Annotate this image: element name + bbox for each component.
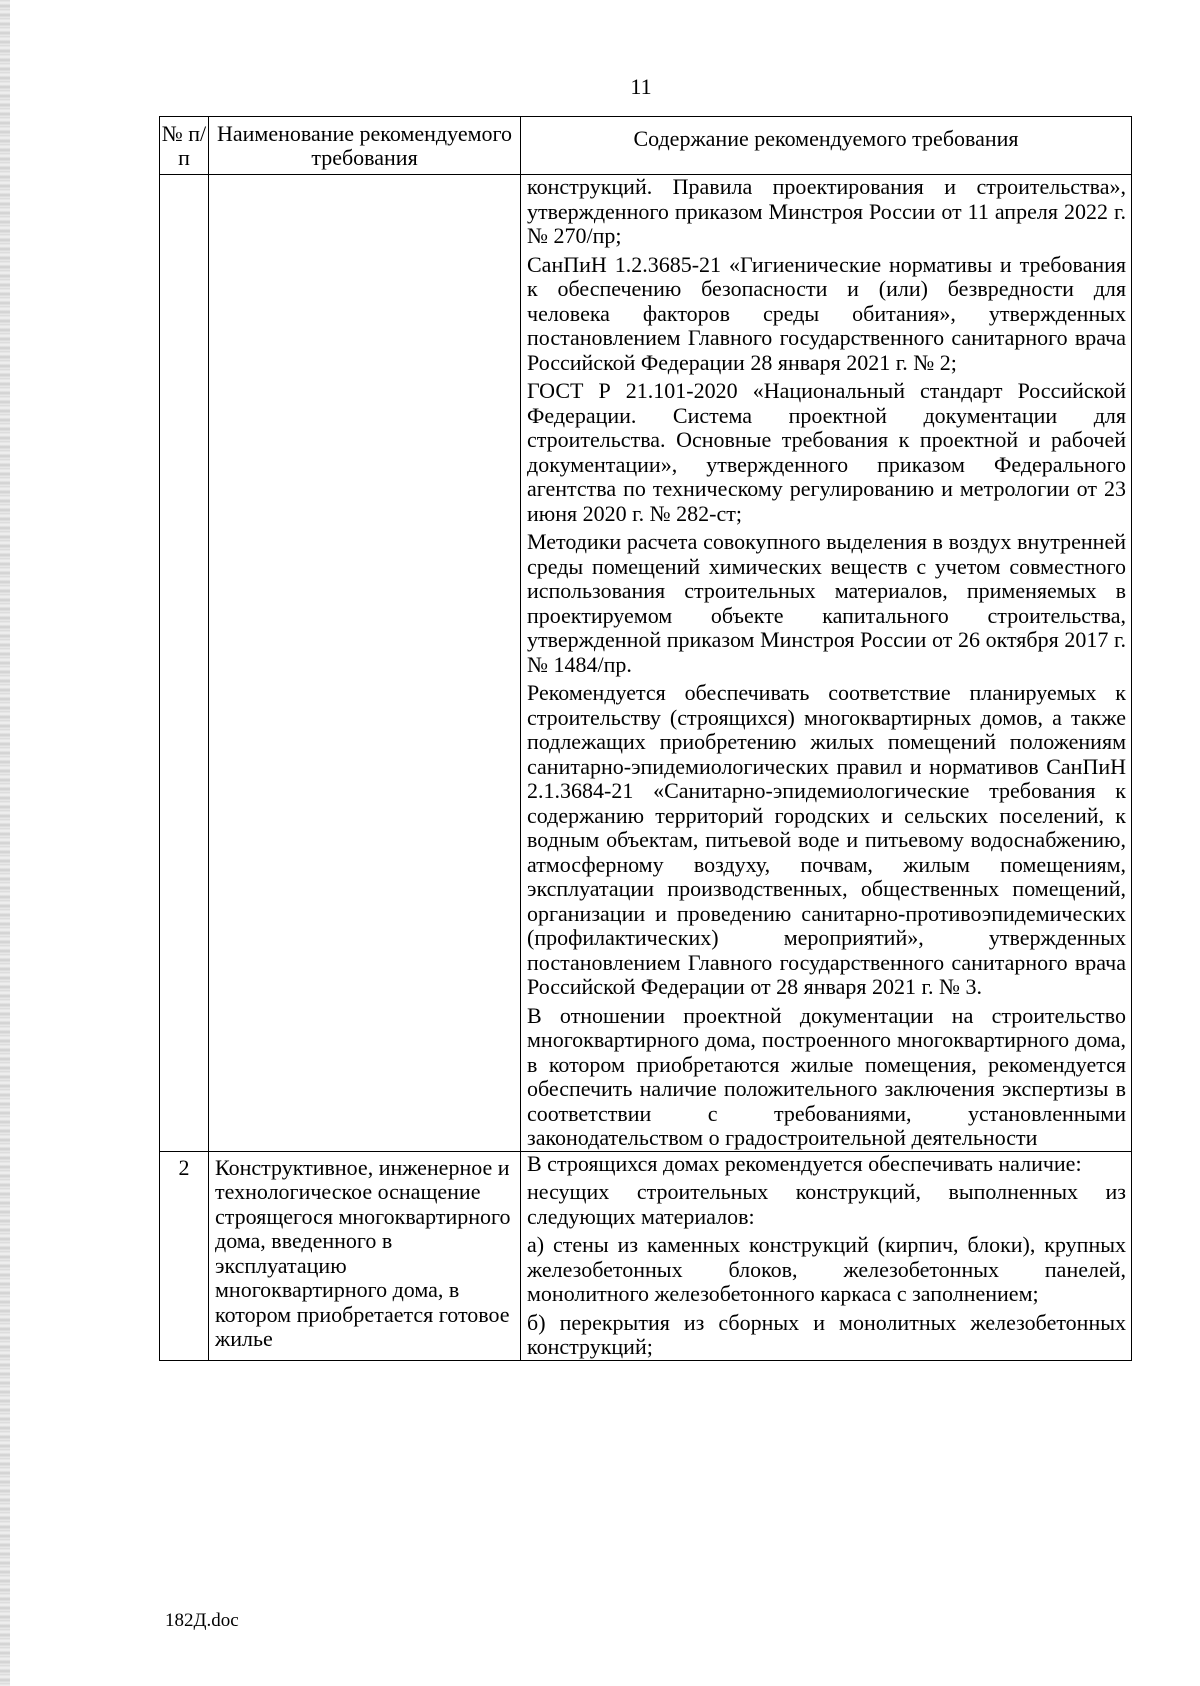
row-1-paragraph-6: В отношении проектной документации на строительство многоквартирного дома, построенного многоквартирного дома, в котором приобретаются жилые помещения, рекомендуется обеспечить наличие положительного заключения экспертизы в соответствии с требованиями, установленными законодательством о градостроительной деятельности	[527, 1002, 1126, 1150]
row-1-content	[521, 175, 1132, 1152]
row-1-paragraph-2: СанПиН 1.2.3685-21 «Гигиенические нормативы и требования к обеспечению безопасности и (или) безвредности для человека факторов среды обитания», утвержденных постановлением Главного государственного санитарного врача Российской Федерации 28 января 2021 г. № 2;	[527, 251, 1126, 375]
table-header-row	[160, 117, 1132, 175]
row-1-name	[209, 175, 521, 1152]
requirements-table	[159, 116, 1132, 1361]
table-row	[160, 1151, 1132, 1360]
row-2-name: Конструктивное, инженерное и технологическое оснащение строящегося многоквартирного дома, введенного в эксплуатацию многоквартирного дома, в котором приобретается готовое жилье	[209, 1151, 521, 1360]
table-row	[160, 175, 1132, 1152]
row-2-paragraph-3: а) стены из каменных конструкций (кирпич, блоки), крупных железобетонных блоков, железобетонных панелей, монолитного железобетонного каркаса с заполнением;	[527, 1232, 1126, 1306]
row-2-number: 2	[160, 1151, 209, 1360]
row-2-paragraph-4: б) перекрытия из сборных и монолитных железобетонных конструкций;	[527, 1309, 1126, 1359]
row-1-paragraph-3: ГОСТ Р 21.101-2020 «Национальный стандарт Российской Федерации. Система проектной документации для строительства. Основные требования к проектной и рабочей документации», утвержденного приказом Федерального агентства по техническому регулированию и метрологии от 23 июня 2020 г. № 282-ст;	[527, 378, 1126, 526]
row-2-paragraph-2: несущих строительных конструкций, выполненных из следующих материалов:	[527, 1179, 1126, 1229]
row-1-paragraph-4: Методики расчета совокупного выделения в воздух внутренней среды помещений химических веществ с учетом совместного использования строительных материалов, применяемых в проектируемом объекте капитального строительства, утвержденной приказом Минстроя России от 26 октября 2017 г. № 1484/пр.	[527, 529, 1126, 677]
row-2-content	[521, 1151, 1132, 1360]
header-name: Наименование рекомендуемого требования	[209, 117, 521, 175]
row-1-paragraph-1: конструкций. Правила проектирования и строительства», утвержденного приказом Минстроя России от 11 апреля 2022 г. № 270/пр;	[527, 174, 1126, 248]
row-1-paragraph-5: Рекомендуется обеспечивать соответствие планируемых к строительству (строящихся) многоквартирных домов, а также подлежащих приобретению жилых помещений положениям санитарно-эпидемиологических правил и нормативов СанПиН 2.1.3684-21 «Санитарно-эпидемиологические требования к содержанию территорий городских и сельских поселений, к водным объектам, питьевой воде и питьевому водоснабжению, атмосферному воздуху, почвам, жилым помещениям, эксплуатации производственных, общественных помещений, организации и проведению санитарно-противоэпидемических (профилактических) мероприятий», утвержденных постановлением Главного государственного санитарного врача Российской Федерации от 28 января 2021 г. № 3.	[527, 680, 1126, 999]
row-1-number	[160, 175, 209, 1152]
page-number: 11	[630, 74, 652, 99]
header-content: Содержание рекомендуемого требования	[521, 117, 1132, 175]
row-2-paragraph-1: В строящихся домах рекомендуется обеспечивать наличие:	[527, 1150, 1082, 1176]
scan-edge	[0, 0, 10, 1686]
header-number: № п/п	[160, 117, 209, 175]
footer-filename: 182Д.doc	[165, 1610, 239, 1631]
